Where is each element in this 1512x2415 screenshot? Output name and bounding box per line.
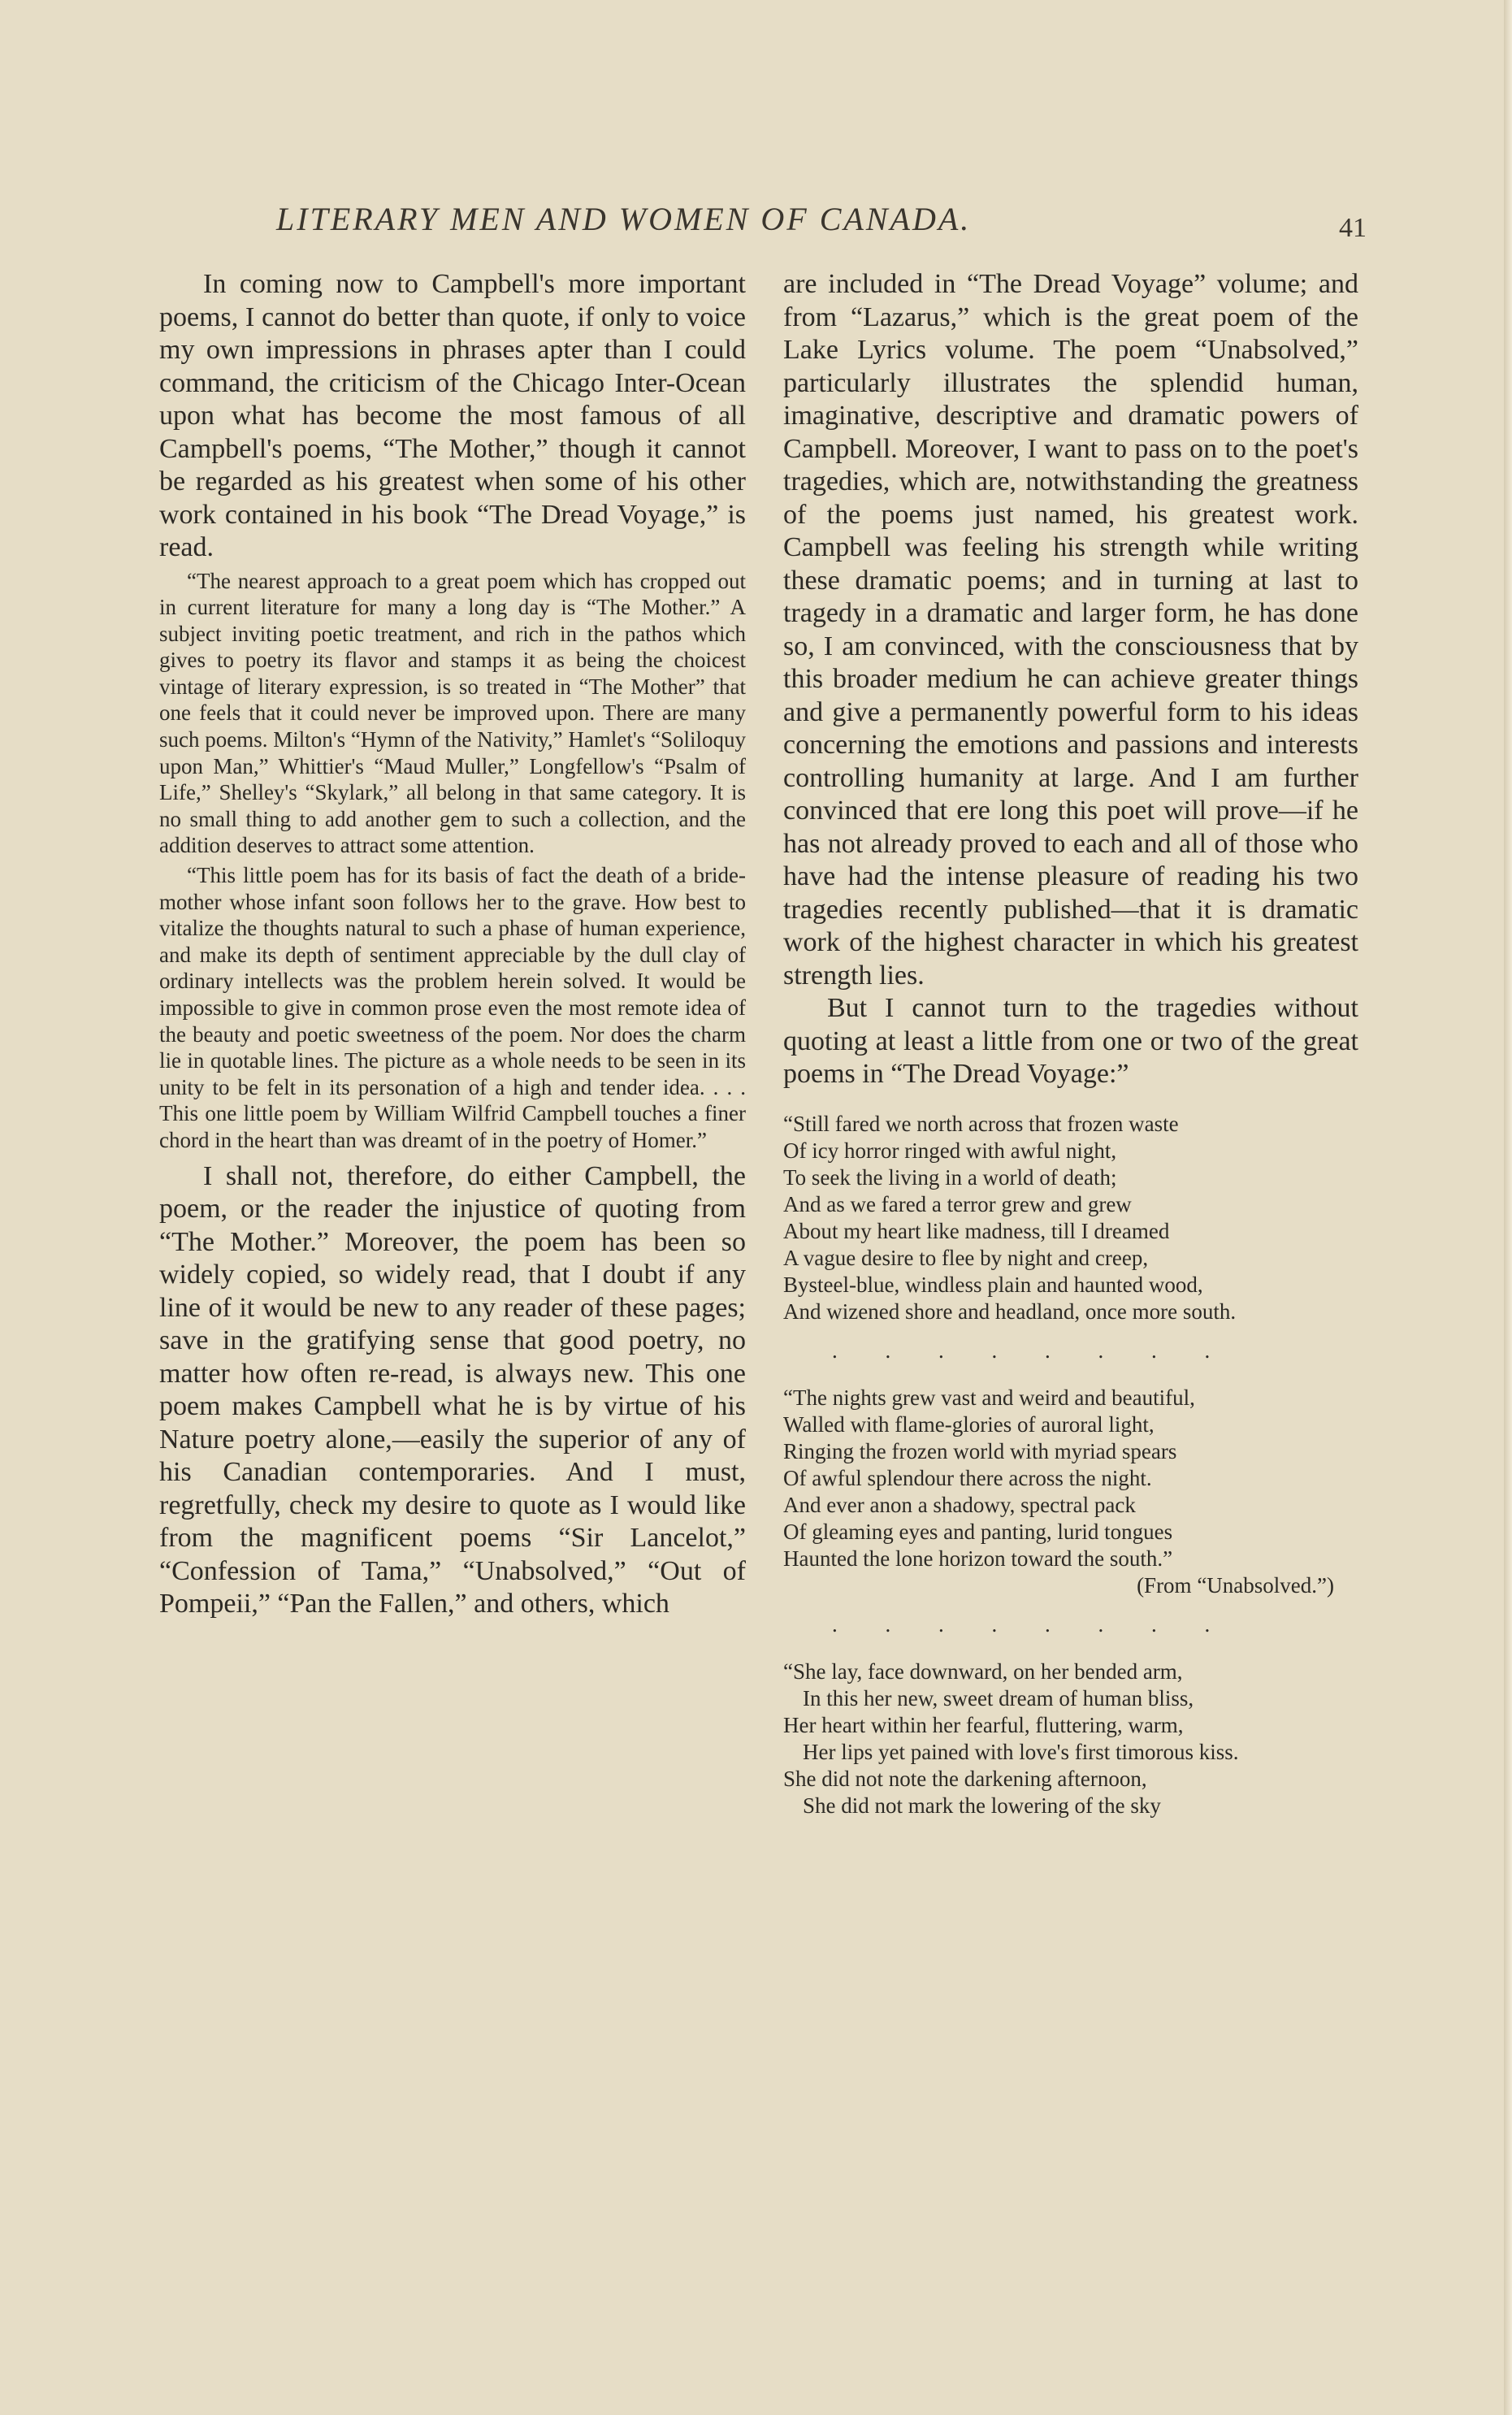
poem-line: “Still fared we north across that frozen waste [783,1111,1179,1136]
poem-line: “The nights grew vast and weird and beautiful, [783,1385,1195,1410]
poem-line: Her lips yet pained with love's first timorous kiss. [803,1739,1239,1764]
poem-line: Her heart within her fearful, fluttering, warm, [783,1712,1184,1737]
page-number: 41 [1339,213,1367,243]
left-paragraph-1: In coming now to Campbell's more important poems, I cannot do better than quote, if only to voice my own impressions in phrases apter than I could command, the criticism of the Chicago Inter-Ocean upon what has become the most famous of all Campbell's poems, “The Mother,” though it cannot be regarded as his greatest when some of his other work contained in his book “The Dread Voyage,” is read. [159,269,746,562]
poem-line: Of icy horror ringed with awful night, [783,1138,1117,1163]
poem-line: In this her new, sweet dream of human bliss, [803,1685,1194,1710]
left-column [159,268,746,1621]
quote-paragraph-2: “This little poem has for its basis of fact the death of a bride-mother whose infant soon follows her to the grave. How best to vitalize the thoughts natural to such a phase of human experience, and make its depth of sentiment appreciable by the dull clay of ordinary intellects was the problem herein solved. It would be impossible to give in common prose even the most remote idea of the beauty and poetic sweetness of the poem. Nor does the charm lie in quotable lines. The picture as a whole needs to be seen in its unity to be felt in its personation of a high and tender idea. . . . This one little poem by William Wilfrid Campbell touches a finer chord in the heart than was dreamt of in the poetry of Homer.” [159,863,746,1152]
poem-line: “She lay, face downward, on her bended arm, [783,1658,1183,1684]
poem-line: To seek the living in a world of death; [783,1164,1117,1190]
poem-line: She did not mark the lowering of the sky [803,1793,1161,1818]
quote-paragraph-1: “The nearest approach to a great poem which has cropped out in current literature for many a long day is “The Mother.” A subject inviting poetic treatment, and rich in the pathos which gives to poetry its flavor and stamps it as being the choicest vintage of literary expression, is so treated in “The Mother” that one feels that it could never be improved upon. There are many such poems. Milton's “Hymn of the Nativity,” Hamlet's “Soliloquy upon Man,” Whittier's “Maud Muller,” Longfellow's “Psalm of Life,” Shelley's “Skylark,” all belong in that same category. It is no small thing to add another gem to such a collection, and the addition deserves to attract some attention. [159,568,746,858]
page-edge [1504,0,1512,2415]
ellipsis-separator-2: . . . . . . . . [832,1611,1232,1637]
poem-line: Bysteel-blue, windless plain and haunted wood, [783,1272,1203,1297]
poem-line: And ever anon a shadowy, spectral pack [783,1492,1136,1517]
right-paragraph-1: are included in “The Dread Voyage” volume; and from “Lazarus,” which is the great poem of the Lake Lyrics volume. The poem “Unabsolved,” particularly illustrates the splendid human, imaginative, descriptive and dramatic powers of Campbell. Moreover, I want to pass on to the poet's tragedies, which are, notwithstanding the greatness of the poems just named, his greatest work. Campbell was feeling his strength while writing these dramatic poems; and in turning at last to tragedy in a dramatic and larger form, he has done so, I am convinced, with the consciousness that by this broader medium he can achieve greater things and give a permanently powerful form to his ideas concerning the emotions and passions and interests controlling humanity at large. And I am further convinced that ere long this poet will prove—if he has not already proved to each and all of those who have had the intense pleasure of reading his two tragedies recently published—that it is dramatic work of the highest character in which his greatest strength lies. [783,269,1358,991]
poem-line: Ringing the frozen world with myriad spears [783,1438,1177,1463]
running-title: LITERARY MEN AND WOMEN OF CANADA. [276,201,972,237]
poem-line: And as we fared a terror grew and grew [783,1191,1132,1216]
right-column [783,268,1358,1819]
poem-excerpt-3 [783,1658,1358,1819]
left-paragraph-2: I shall not, therefore, do either Campbell, the poem, or the reader the injustice of quoting from “The Mother.” Moreover, the poem has been so widely copied, so widely read, that I doubt if any line of it would be new to any reader of these pages; save in the gratifying sense that good poetry, no matter how often re-read, is always new. This one poem makes Campbell what he is by virtue of his Nature poetry alone,—easily the superior of any of his Canadian contemporaries. And I must, regretfully, check my desire to quote as I would like from the magnificent poems “Sir Lancelot,” “Confession of Tama,” “Unabsolved,” “Out of Pompeii,” “Pan the Fallen,” and others, which [159,1160,746,1619]
poem-line: Of awful splendour there across the night. [783,1465,1152,1490]
poem-line: Of gleaming eyes and panting, lurid tongues [783,1519,1173,1544]
poem-line: And wizened shore and headland, once more south. [783,1299,1237,1324]
poem-excerpt-1 [783,1111,1358,1325]
poem-line: She did not note the darkening afternoon, [783,1766,1147,1791]
poem-line: A vague desire to flee by night and creep, [783,1245,1149,1270]
poem-line: Walled with flame-glories of auroral light, [783,1411,1155,1437]
poem-attribution: (From “Unabsolved.”) [1137,1572,1334,1598]
right-paragraph-2: But I cannot turn to the tragedies without quoting at least a little from one or two of the great poems in “The Dread Voyage:” [783,993,1358,1089]
poem-line: Haunted the lone horizon toward the south.” [783,1546,1173,1571]
ellipsis-separator: . . . . . . . . [832,1338,1232,1363]
poem-excerpt-2 [783,1385,1358,1599]
poem-line: About my heart like madness, till I dreamed [783,1218,1170,1243]
